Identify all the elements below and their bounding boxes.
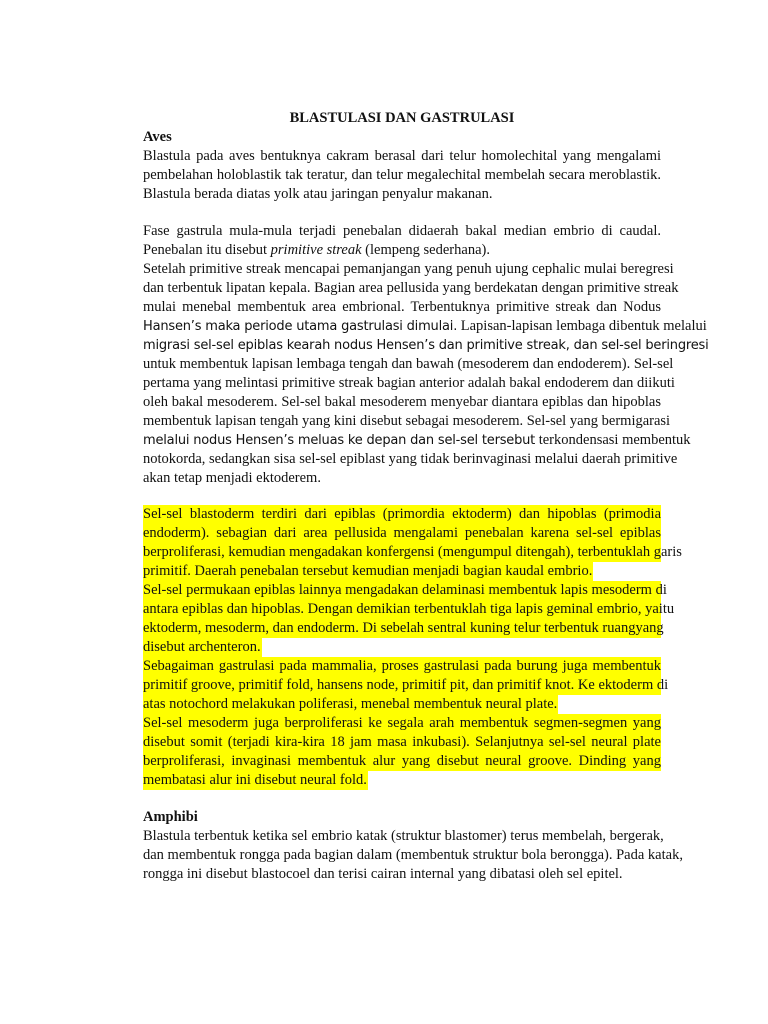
paragraph-line: akan tetap menjadi ektoderem.	[143, 470, 321, 486]
text-run: Penebalan itu disebut	[143, 242, 268, 258]
paragraph-line-mixed	[143, 317, 707, 336]
highlighted-line: berproliferasi, invaginasi membentuk alur yang disebut neural groove. Dinding yang	[143, 753, 661, 769]
highlighted-line: Sel-sel mesoderm juga berproliferasi ke segala arah membentuk segmen-segmen yang	[143, 715, 661, 731]
paragraph-line: migrasi sel-sel epiblas kearah nodus Hensen’s dan primitive streak, dan sel-sel beringresi	[143, 338, 709, 353]
text-run: Hansen’s maka periode utama gastrulasi dimulai.	[143, 319, 458, 334]
document-title: BLASTULASI DAN GASTRULASI	[289, 110, 515, 126]
highlighted-line: Sel-sel permukaan epiblas lainnya mengadakan delaminasi membentuk lapis mesoderm di	[143, 582, 667, 598]
paragraph-line: dan membentuk rongga pada bagian dalam (membentuk struktur bola berongga). Pada katak,	[143, 847, 683, 863]
highlighted-line: disebut somit (terjadi kira-kira 18 jam masa inkubasi). Selanjutnya sel-sel neural plate	[143, 734, 661, 750]
paragraph-line: Blastula berada diatas yolk atau jaringan penyalur makanan.	[143, 186, 493, 202]
highlighted-line: atas notochord melakukan poliferasi, menebal membentuk neural plate.	[143, 696, 558, 712]
highlighted-line: primitif groove, primitif fold, hansens node, primitif pit, dan primitif knot. Ke ektoderm di	[143, 677, 669, 693]
highlighted-line: disebut archenteron.	[143, 639, 261, 655]
highlighted-line: primitif. Daerah penebalan tersebut kemudian menjadi bagian kaudal embrio.	[143, 563, 593, 579]
section-heading-amphibi: Amphibi	[143, 809, 198, 825]
paragraph-line: Fase gastrula mula-mula terjadi penebalan didaerah bakal median embrio di caudal.	[143, 223, 661, 239]
highlighted-line: antara epiblas dan hipoblas. Dengan demikian terbentuklah tiga lapis geminal embrio, yaitu	[143, 601, 675, 617]
paragraph-line: dan terbentuk lipatan kepala. Bagian area pellusida yang berdekatan dengan primitive streak	[143, 280, 679, 296]
paragraph-line: mulai menebal membentuk area embrional. Terbentuknya primitive streak dan Nodus	[143, 299, 661, 315]
paragraph-line-mixed	[143, 241, 661, 260]
highlighted-line: Sebagaiman gastrulasi pada mammalia, proses gastrulasi pada burung juga membentuk	[143, 658, 661, 674]
paragraph-line: Blastula terbentuk ketika sel embrio katak (struktur blastomer) terus membelah, bergerak,	[143, 828, 664, 844]
paragraph-line: oleh bakal mesoderem. Sel-sel bakal mesoderem menyebar diantara epiblas dan hipoblas	[143, 394, 661, 410]
text-run: terkondensasi membentuk	[538, 432, 691, 448]
text-run: Lapisan-lapisan lembaga dibentuk melalui	[460, 318, 707, 334]
paragraph-line: untuk membentuk lapisan lembaga tengah dan bawah (mesoderem dan endoderem). Sel-sel	[143, 356, 674, 372]
paragraph-line: Setelah primitive streak mencapai pemanjangan yang penuh ujung cephalic mulai beregresi	[143, 261, 674, 277]
text-run: (lempeng sederhana).	[365, 242, 490, 258]
highlighted-line: membatasi alur ini disebut neural fold.	[143, 772, 367, 788]
highlighted-line: endoderm). sebagian dari area pellusida mengalami penebalan karena sel-sel epiblas	[143, 525, 661, 541]
paragraph-line: pembelahan holoblastik tak teratur, dan telur megalechital membelah secara meroblastik.	[143, 167, 661, 183]
paragraph-line: pertama yang melintasi primitive streak bagian anterior adalah bakal endoderem dan diikuti	[143, 375, 675, 391]
text-run: melalui nodus Hensen’s meluas ke depan dan sel-sel tersebut	[143, 433, 536, 448]
highlighted-line: ektoderm, mesoderm, dan endoderm. Di sebelah sentral kuning telur terbentuk ruangyang	[143, 620, 664, 636]
paragraph-line: notokorda, sedangkan sisa sel-sel epiblast yang tidak berinvaginasi melalui daerah primitive	[143, 451, 678, 467]
paragraph-line: rongga ini disebut blastocoel dan terisi cairan internal yang dibatasi oleh sel epitel.	[143, 866, 623, 882]
paragraph-line: Blastula pada aves bentuknya cakram berasal dari telur homolechital yang mengalami	[143, 148, 661, 164]
highlighted-line: Sel-sel blastoderm terdiri dari epiblas (primordia ektoderm) dan hipoblas (primodia	[143, 506, 661, 522]
term-primitive-streak: primitive streak	[270, 242, 362, 258]
paragraph-line: membentuk lapisan tengah yang kini disebut sebagai mesoderem. Sel-sel yang bermigarasi	[143, 413, 671, 429]
highlighted-line: berproliferasi, kemudian mengadakan konfergensi (mengumpul ditengah), terbentuklah garis	[143, 544, 682, 560]
section-heading-aves: Aves	[143, 129, 172, 145]
paragraph-line-mixed	[143, 431, 691, 450]
